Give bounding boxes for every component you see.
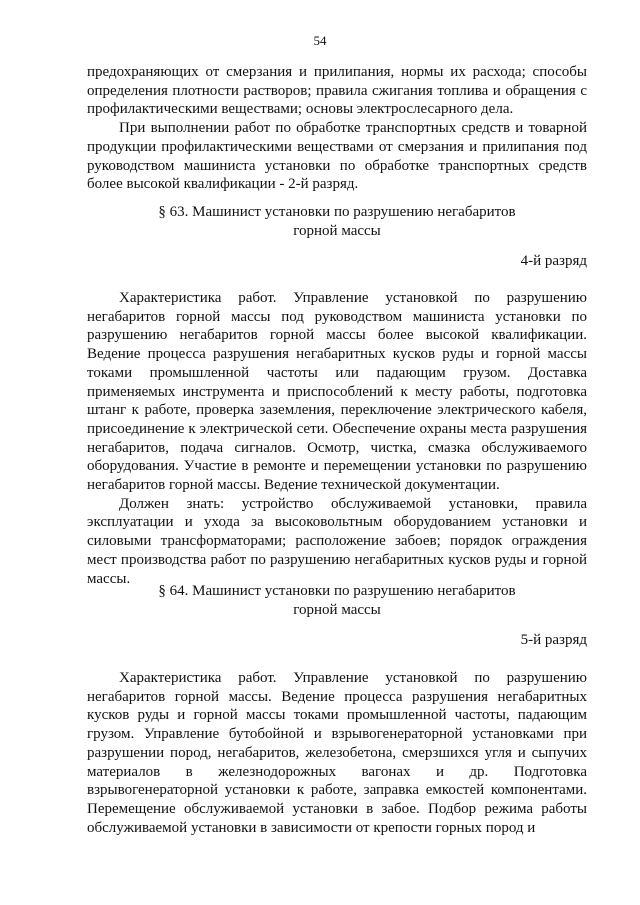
intro-paragraph-2: При выполнении работ по обработке транспортных средств и товарной продукции профилактическими веществами от смерзания и прилипания под руководством машиниста установки по обработке транспортных средств более высокой квалификации - 2-й разряд. [87,120,587,193]
section-64-body [87,669,587,837]
section-64-characteristic: Характеристика работ. Управление установкой по разрушению негабаритов горной массы. Ведение процесса разрушения негабаритных кусков руды и горной массы токами промышленной частоты, падающим грузом. Управление бутобойной и взрывогенераторной установками при разрушении пород, негабаритов, железобетона, смерзшихся угля и сыпучих материалов в железнодорожных вагонах и др. Подготовка взрывогенераторной установки к работе, заправка емкостей компонентами. Перемещение обслуживаемой установки в забое. Подбор режима работы обслуживаемой установки в зависимости от крепости горных пород и [87,670,587,836]
section-64-title-line-2: горной массы [293,602,381,618]
intro-section [87,63,587,194]
section-63-heading [87,203,587,241]
section-63-knowledge: Должен знать: устройство обслуживаемой установки, правила эксплуатации и ухода за высоковольтным оборудованием установки и силовыми трансформаторами; расположение забоев; порядок ограждения мест производства работ по разрушению негабаритных кусков руды и горной массы. [87,495,587,587]
section-64-heading [87,582,587,620]
section-63-grade: 4-й разряд [520,253,587,269]
section-64-title-line-1: § 64. Машинист установки по разрушению негабаритов [158,583,516,599]
intro-paragraph-1: предохраняющих от смерзания и прилипания, нормы их расхода; способы определения плотности растворов; правила сжигания топлива и обращения с профилактическими веществами; основы электрослесарного дела. [87,64,587,118]
section-63-title-line-2: горной массы [293,223,381,239]
section-64-grade: 5-й разряд [520,632,587,648]
section-63-body [87,289,587,588]
page-number: 54 [313,33,327,48]
section-63-characteristic: Характеристика работ. Управление установкой по разрушению негабаритов горной массы под руководством машиниста установки по разрушению негабаритов горной массы более высокой квалификации. Ведение процесса разрушения негабаритных кусков руды и горной массы токами промышленной частоты или падающим грузом. Доставка применяемых инструмента и приспособлений к месту работы, подготовка штанг к работе, проверка заземления, переключение электрического кабеля, присоединение к электрической сети. Обеспечение охраны места разрушения негабаритов, подача сигналов. Осмотр, чистка, смазка обслуживаемого оборудования. Участие в ремонте и перемещении установки по разрушению негабаритов горной массы. Ведение технической документации. [87,290,587,494]
section-63-title-line-1: § 63. Машинист установки по разрушению негабаритов [158,204,516,220]
